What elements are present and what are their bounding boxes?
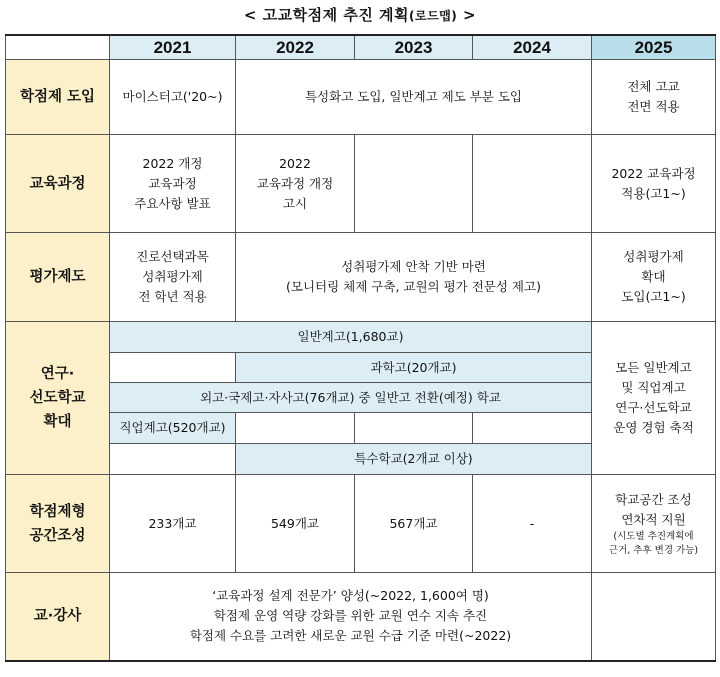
row-label-space [6,475,110,573]
year-2022: 2022 [236,35,355,60]
cell-line: 확대 [43,414,72,430]
cell-line: 2022 [279,155,311,171]
row-teachers [6,573,716,661]
row-evaluation [6,233,716,322]
cell-line: 도입(고1~) [621,289,686,304]
cell-line: 성취평가제 [623,249,684,264]
cell-line: 전체 고교 [627,79,680,94]
cell-line: (모니터링 체제 구축, 교원의 평가 전문성 제고) [286,279,541,294]
cell-line: 학교공간 조성 [615,491,692,507]
year-2021: 2021 [110,35,236,60]
row-pilot-general [6,322,716,353]
pilot-vocational-empty [355,413,473,444]
teachers-2021-2024 [110,573,592,661]
pilot-foreign-bar: 외고·국제고·자사고(76개교) 중 일반고 전환(예정) 학교 [110,383,592,413]
corner-cell [6,35,110,60]
year-2024: 2024 [473,35,592,60]
cell-line: 공간조성 [29,527,86,544]
page-title [0,4,720,25]
row-curriculum [6,135,716,233]
row-label-curriculum: 교육과정 [6,135,110,233]
row-space [6,475,716,573]
teachers-2025 [592,573,716,661]
pilot-general-bar: 일반계고(1,680교) [110,322,592,353]
cell-line: 교육과정 [148,175,197,191]
roadmap-table [5,34,716,662]
cell-line: 학점제 운영 역량 강화를 위한 교원 연수 지속 추진 [213,608,488,624]
title-main: < 고교학점제 추진 계획 [243,6,410,24]
year-2025: 2025 [592,35,716,60]
evaluation-2022-2024 [236,233,592,322]
title-close: > [457,6,477,24]
cell-line: 성취평가제 안착 기반 마련 [341,259,486,274]
curriculum-2021 [110,135,236,233]
cell-line: 성취평가제 [142,269,203,284]
cell-line: 및 직업계고 [621,380,686,395]
pilot-science-bar: 과학고(20개교) [236,353,592,383]
cell-line: 적용(고1~) [621,185,686,201]
row-introduction [6,60,716,135]
cell-line: 운영 경험 축적 [613,420,694,435]
space-2024: - [473,475,592,573]
cell-line: 2022 개정 [142,155,203,171]
pilot-vocational-bar: 직업계고(520개교) [110,413,236,444]
cell-line: 선도학교 [29,390,86,406]
space-2022: 549개교 [236,475,355,573]
cell-line: 주요사항 발표 [134,195,211,211]
evaluation-2025 [592,233,716,322]
cell-line: 연차적 지원 [621,511,686,527]
introduction-2022-2024: 특성화고 도입, 일반계고 제도 부분 도입 [236,60,592,135]
evaluation-2021 [110,233,236,322]
pilot-science-empty [110,353,236,383]
cell-line: 전면 적용 [627,99,680,114]
pilot-vocational-empty [473,413,592,444]
cell-line: 확대 [641,269,666,284]
cell-line: 진로선택과목 [136,249,209,264]
row-label-teachers: 교·강사 [6,573,110,661]
pilot-special-bar: 특수학교(2개교 이상) [236,444,592,475]
cell-line: 모든 일반계고 [615,360,692,375]
pilot-special-empty [110,444,236,475]
title-sub: (로드맵) [409,9,458,23]
year-2023: 2023 [355,35,473,60]
space-2021: 233개교 [110,475,236,573]
row-label-evaluation: 평가제도 [6,233,110,322]
cell-line: 학점제형 [29,503,86,520]
year-header-row [6,35,716,60]
cell-line: 연구·선도학교 [615,400,692,415]
curriculum-2024 [473,135,592,233]
introduction-2021: 마이스터고('20~) [110,60,236,135]
cell-line: 교육과정 개정 [256,175,334,191]
row-label-pilot [6,322,110,475]
space-note: (시도별 추진계획에 [613,530,694,542]
introduction-2025 [592,60,716,135]
cell-line: 고시 [282,195,308,211]
curriculum-2022 [236,135,355,233]
cell-line: 학점제 수요를 고려한 새로운 교원 수급 기준 마련(~2022) [189,628,512,644]
cell-line: 연구· [40,366,75,382]
cell-line: ‘교육과정 설계 전문가’ 양성(~2022, 1,600여 명) [212,588,489,604]
pilot-vocational-empty [236,413,355,444]
cell-line: 전 학년 적용 [138,289,207,304]
curriculum-2023 [355,135,473,233]
space-note: 근거, 추후 변경 가능) [608,544,699,556]
space-2025 [592,475,716,573]
row-label-introduction: 학점제 도입 [6,60,110,135]
cell-line: 2022 교육과정 [611,165,696,181]
space-2023: 567개교 [355,475,473,573]
pilot-2025 [592,322,716,475]
curriculum-2025 [592,135,716,233]
